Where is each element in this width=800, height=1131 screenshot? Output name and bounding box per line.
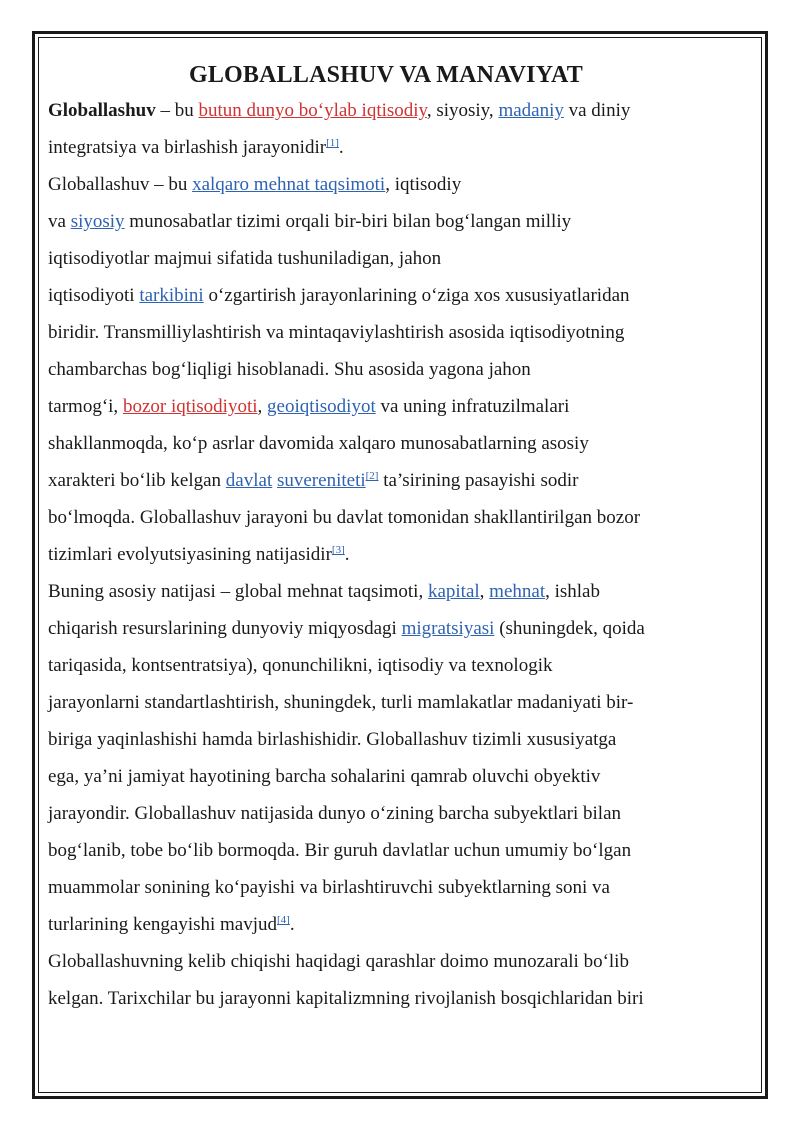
text-line: biridir. Transmilliylashtirish va mintaqaviylashtirish asosida iqtisodiyotning — [48, 322, 625, 343]
link-butun-dunyo-iqtisodiy[interactable]: butun dunyo bo‘ylab iqtisodiy — [198, 100, 427, 121]
page-title: GLOBALLASHUV VA MANAVIYAT — [188, 62, 583, 88]
text-line — [48, 388, 724, 425]
link-mehnat[interactable]: mehnat — [489, 581, 546, 602]
text-run: . — [344, 544, 350, 565]
text-run: Globallashuv – bu — [48, 174, 193, 195]
text-run: , — [257, 396, 268, 417]
link-bozor-iqtisodiyoti[interactable]: bozor iqtisodiyoti — [122, 396, 258, 417]
link-migratsiyasi[interactable]: migratsiyasi — [401, 618, 495, 639]
text-line: muammolar sonining ko‘payishi va birlashtiruvchi subyektlarning soni va — [48, 877, 610, 898]
text-run: ta’sirining pasayishi sodir — [378, 470, 579, 491]
text-line: Globallashuvning kelib chiqishi haqidagi qarashlar doimo munozarali bo‘lib — [48, 951, 629, 972]
text-line: tariqasida, kontsentratsiya), qonunchilikni, iqtisodiy va texnologik — [48, 655, 553, 676]
text-run: . — [338, 137, 344, 158]
text-line: jarayonlarni standartlashtirish, shuningdek, turli mamlakatlar madaniyati bir- — [48, 692, 634, 713]
text-run: tarmog‘i, — [48, 396, 123, 417]
text-line: kelgan. Tarixchilar bu jarayonni kapitalizmning rivojlanish bosqichlaridan biri — [48, 988, 644, 1009]
paragraph-4 — [48, 943, 724, 1017]
text-run: munosabatlar tizimi orqali bir-biri bilan bog‘langan milliy — [124, 211, 572, 232]
link-xalqaro-mehnat-taqsimoti[interactable]: xalqaro mehnat taqsimoti — [192, 174, 386, 195]
link-madaniy[interactable]: madaniy — [498, 100, 564, 121]
text-line — [48, 92, 724, 129]
link-tarkibini[interactable]: tarkibini — [139, 285, 204, 306]
text-run: iqtisodiyoti — [48, 285, 140, 306]
text-run: o‘zgartirish jarayonlarining o‘ziga xos xususiyatlaridan — [203, 285, 630, 306]
text-run: turlarining kengayishi mavjud — [48, 914, 278, 935]
text-line — [48, 166, 724, 203]
link-kapital[interactable]: kapital — [427, 581, 480, 602]
text-line: bo‘lmoqda. Globallashuv jarayoni bu davlat tomonidan shakllantirilgan bozor — [48, 507, 641, 528]
text-run: va — [48, 211, 71, 232]
text-line: shakllanmoqda, ko‘p asrlar davomida xalqaro munosabatlarning asosiy — [48, 433, 589, 454]
text-line — [48, 906, 724, 943]
text-line: ega, ya’ni jamiyat hayotining barcha sohalarini qamrab oluvchi obyektiv — [48, 766, 601, 787]
text-run: (shuningdek, qoida — [494, 618, 645, 639]
footnote-link-1[interactable]: [1] — [326, 137, 339, 149]
text-run: tizimlari evolyutsiyasining natijasidir — [48, 544, 332, 565]
link-geoiqtisodiyot[interactable]: geoiqtisodiyot — [267, 396, 376, 417]
text-line — [48, 536, 724, 573]
link-davlat[interactable]: davlat — [225, 470, 273, 491]
text-line: chambarchas bog‘liqligi hisoblanadi. Shu asosida yagona jahon — [48, 359, 531, 380]
text-line: biriga yaqinlashishi hamda birlashishidir. Globallashuv tizimli xususiyatga — [48, 729, 617, 750]
text-run: , siyosiy, — [426, 100, 499, 121]
text-line — [48, 573, 724, 610]
text-line: bog‘lanib, tobe bo‘lib bormoqda. Bir guruh davlatlar uchun umumiy bo‘lgan — [48, 840, 632, 861]
footnote-link-4[interactable]: [4] — [277, 914, 290, 926]
text-line: jarayondir. Globallashuv natijasida dunyo o‘zining barcha subyektlari bilan — [48, 803, 622, 824]
text-run: , iqtisodiy — [385, 174, 462, 195]
link-siyosiy[interactable]: siyosiy — [70, 211, 125, 232]
text-run: , — [479, 581, 490, 602]
text-line: iqtisodiyotlar majmui sifatida tushuniladigan, jahon — [48, 248, 442, 269]
footnote-link-2[interactable]: [2] — [365, 470, 379, 482]
text-line — [48, 203, 724, 240]
text-run: chiqarish resurslarining dunyoviy miqyosdagi — [48, 618, 402, 639]
footnote-link-3[interactable]: [3] — [331, 544, 345, 556]
text-run: , ishlab — [545, 581, 600, 602]
paragraph-2 — [48, 166, 724, 573]
term-globallashuv: Globallashuv — [48, 100, 156, 121]
text-run: va diniy — [563, 100, 631, 121]
text-run: Buning asosiy natijasi – global mehnat taqsimoti, — [48, 581, 428, 602]
paragraph-1 — [48, 92, 724, 166]
text-run: – bu — [155, 100, 199, 121]
text-line — [48, 277, 724, 314]
text-run: integratsiya va birlashish jarayonidir — [48, 137, 327, 158]
text-run: xarakteri bo‘lib kelgan — [48, 470, 226, 491]
text-line — [48, 462, 724, 499]
text-run: . — [289, 914, 295, 935]
text-line — [48, 610, 724, 647]
text-run: va uning infratuzilmalari — [375, 396, 570, 417]
document-body — [48, 58, 724, 1017]
link-suvereniteti[interactable]: suvereniteti — [276, 470, 366, 491]
text-line — [48, 129, 724, 166]
paragraph-3 — [48, 573, 724, 943]
